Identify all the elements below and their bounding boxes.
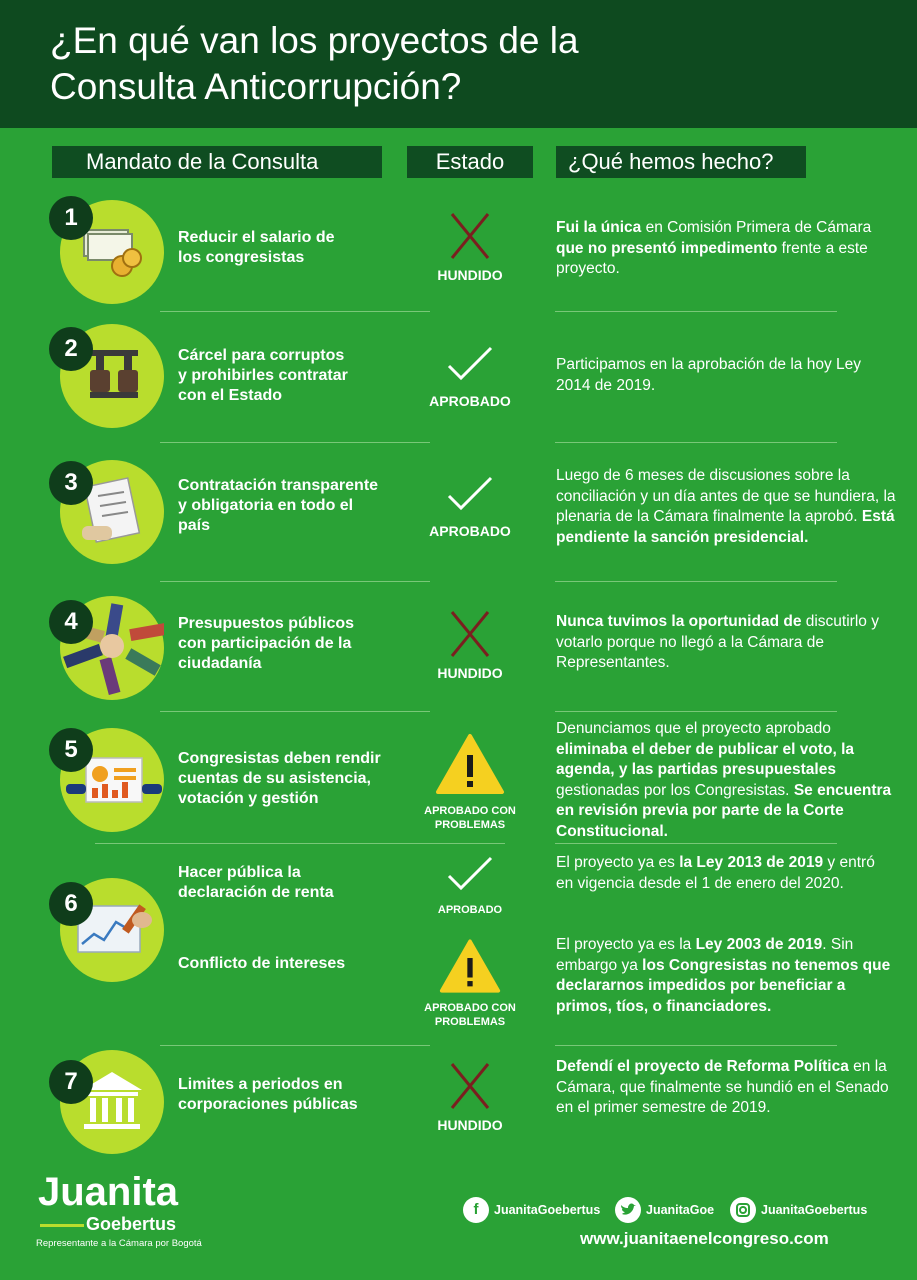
detail-bold: Ley 2003 de 2019 [695,936,823,953]
status-aprobado [420,474,520,539]
x-icon [448,1062,492,1112]
mandate-line: ciudadanía [178,655,262,672]
mandate-text [178,749,408,809]
status-aprobado-con-problemas [415,938,525,1029]
row-number-badge: 6 [49,882,93,926]
status-label [415,804,525,832]
instagram-icon [730,1197,756,1223]
status-label: HUNDIDO [437,267,503,283]
status-label: HUNDIDO [437,1117,503,1133]
detail-bold: Nunca tuvimos la oportunidad de [556,613,802,630]
mandate-text [178,954,408,974]
detail-span: Denunciamos que el proyecto aprobado [556,720,831,737]
status-hundido [420,212,520,283]
detail-bold: Está pendiente la sanción presidencial. [556,508,895,546]
detail-span: Participamos en la aprobación de la hoy Ley 2014 de 2019. [556,356,862,394]
logo-name: Juanita [38,1170,179,1214]
row-divider [555,581,837,582]
status-hundido [420,1062,520,1133]
row-divider [160,711,430,712]
mandate-line: país [178,517,211,534]
row-divider [160,442,430,443]
mandate-line: Hacer pública la [178,864,301,881]
mandate-line: corporaciones públicas [178,1096,358,1113]
detail-text [556,218,896,280]
detail-span: El proyecto ya es la [556,936,696,953]
mandate-line: Presupuestos públicos [178,615,355,632]
detail-text [556,853,896,894]
row-divider [160,311,430,312]
x-icon [448,610,492,660]
detail-bold: Fui la única [556,219,642,236]
detail-bold: eliminaba el deber de publicar el voto, la agenda, y las partidas presupuestales [556,740,855,778]
detail-bold: Se encuentra en revisión previa por parte de la Corte Constitucional. [556,781,892,840]
row-number-badge: 7 [49,1060,93,1104]
detail-span: El proyecto ya es [556,854,680,871]
row-divider [160,581,430,582]
status-label: HUNDIDO [437,665,503,681]
detail-span: en Comisión Primera de Cámara [641,219,872,236]
logo-subtitle: Representante a la Cámara por Bogotá [36,1238,202,1249]
status-label: APROBADO [437,904,503,916]
status-label: APROBADO [429,393,511,409]
twitter-handle: JuanitaGoe [646,1203,715,1217]
column-header-status-label: Estado [435,149,505,174]
check-icon [445,344,495,384]
row-divider [555,311,837,312]
row-divider [555,1045,837,1046]
status-aprobado [420,344,520,409]
row-number-badge: 2 [49,327,93,371]
mandate-line: con participación de la [178,635,352,652]
status-line: APROBADO CON [424,805,516,817]
x-icon [448,212,492,262]
page-title [50,18,579,110]
detail-span: frente a este proyecto. [556,239,868,277]
column-header-done-label: ¿Qué hemos hecho? [568,149,774,174]
column-header-mandate-label: Mandato de la Consulta [86,149,319,174]
column-header-done [556,146,806,178]
mandate-text [178,1075,408,1115]
mandate-line: con el Estado [178,387,283,404]
row-divider [555,843,837,844]
instagram-handle: JuanitaGoebertus [761,1203,868,1217]
detail-span: discutirlo y votarlo porque no llegó a la Cámara de Representantes. [556,613,879,671]
column-header-status [407,146,533,178]
mandate-line: Conflicto de intereses [178,955,346,972]
mandate-text [178,476,408,536]
status-label: APROBADO [429,523,511,539]
mandate-line: declaración de renta [178,884,334,901]
detail-span: y entró en vigencia desde el 1 de enero del 2020. [556,854,875,892]
mandate-text [178,614,408,674]
row-divider [555,442,837,443]
facebook-icon: f [463,1197,489,1223]
detail-text [556,355,896,396]
check-icon [445,474,495,514]
facebook-link[interactable] [463,1196,600,1224]
title-line-2: Consulta Anticorrupción? [50,66,462,107]
status-aprobado-con-problemas [415,733,525,832]
mandate-line: cuentas de su asistencia, [178,770,371,787]
title-line-1: ¿En qué van los proyectos de la [50,20,579,61]
header-banner [0,0,917,128]
row-divider [160,1045,430,1046]
mandate-line: Cárcel para corruptos [178,347,345,364]
mandate-line: y prohibirles contratar [178,367,348,384]
row-number-badge: 5 [49,728,93,772]
mandate-line: los congresistas [178,249,305,266]
mandate-line: Contratación transparente [178,477,379,494]
detail-span: en la Cámara, que finalmente se hundió en el Senado en el primer semestre de 2019. [556,1058,889,1116]
facebook-handle: JuanitaGoebertus [494,1203,601,1217]
website-link[interactable]: www.juanitaenelcongreso.com [580,1229,829,1248]
status-line: PROBLEMAS [434,819,506,831]
warning-icon [435,733,505,795]
row-divider [95,843,505,844]
detail-span: gestionadas por los Congresistas. [556,781,794,799]
check-icon [445,854,495,894]
row-number-badge: 3 [49,461,93,505]
mandate-text [178,346,408,406]
detail-bold: que no presentó impedimento [556,239,778,257]
status-hundido [420,610,520,681]
logo-accent-line [40,1224,84,1227]
warning-icon [439,938,501,994]
column-header-mandate [52,146,382,178]
status-label [415,1001,525,1029]
row-number-badge: 4 [49,600,93,644]
mandate-line: Limites a periodos en [178,1076,343,1093]
status-line: PROBLEMAS [434,1016,506,1028]
mandate-text [178,863,408,903]
mandate-text [178,228,408,268]
instagram-link[interactable] [730,1196,867,1224]
row-divider [555,711,837,712]
mandate-line: y obligatoria en todo el [178,497,354,514]
detail-text [556,935,896,1017]
mandate-line: votación y gestión [178,790,319,807]
logo-surname: Goebertus [86,1214,177,1234]
mandate-line: Reducir el salario de [178,229,335,246]
mandate-line: Congresistas deben rendir [178,750,381,767]
twitter-icon [615,1197,641,1223]
detail-span: . Sin embargo ya [556,936,854,974]
detail-bold: Defendí el proyecto de Reforma Política [556,1058,849,1075]
detail-span: Luego de 6 meses de discusiones sobre la conciliación y un día antes de que se hundiera, la plenaria de la Cámara finalmente la aprobó. [556,467,896,525]
row-number-badge: 1 [49,196,93,240]
detail-text [556,719,896,842]
twitter-link[interactable] [615,1196,714,1224]
detail-text [556,466,896,548]
detail-text [556,612,896,674]
detail-bold: los Congresistas no tenemos que declararnos impedidos por beneficiar a primos, tíos, o financiadores. [556,956,891,1015]
status-line: APROBADO CON [424,1002,516,1014]
detail-bold: la Ley 2013 de 2019 [679,854,824,871]
detail-text [556,1057,896,1119]
status-aprobado [420,854,520,917]
